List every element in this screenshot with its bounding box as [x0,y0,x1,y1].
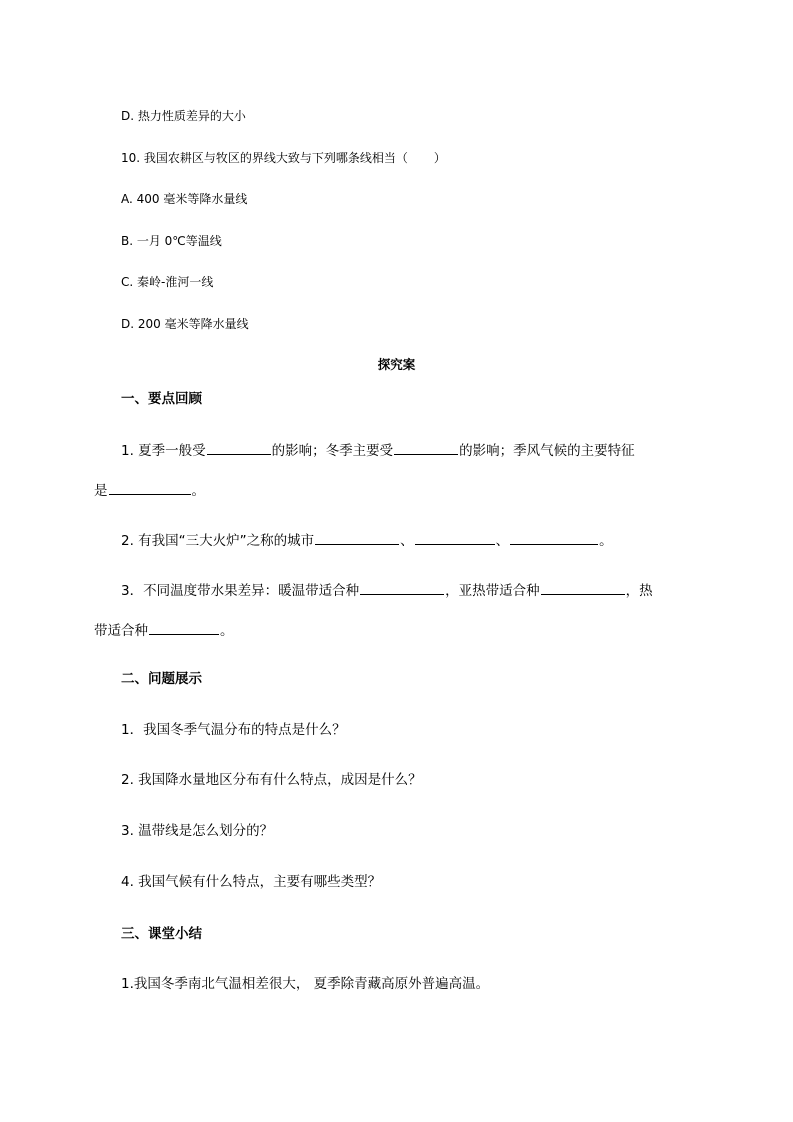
problem-item: 2. 我国降水量地区分布有什么特点，成因是什么？ [121,772,422,788]
review-item-2-end: 。 [599,533,613,549]
fill-blank[interactable] [109,480,191,495]
problem-item: 1．我国冬季气温分布的特点是什么？ [121,722,346,738]
fill-blank[interactable] [207,440,271,455]
review-item-3-line-1 [121,580,653,601]
question-10 [121,148,446,168]
summary-item: 1.我国冬季南北气温相差很大， 夏季除青藏高原外普遍高温。 [121,976,490,992]
fill-blank[interactable] [394,440,458,455]
problems-heading: 二、问题展示 [121,671,202,687]
summary-heading: 三、课堂小结 [121,926,202,942]
fill-blank[interactable] [149,620,219,635]
review-item-1-text-e: 。 [191,483,205,499]
review-item-1-text-a: 1. 夏季一般受 [121,443,206,459]
review-item-1-line-2 [94,480,205,501]
question-10-stem: 10. 我国农耕区与牧区的界线大致与下列哪条线相当（ [121,151,408,165]
fill-blank[interactable] [541,580,625,595]
question-10-close: ） [433,151,446,165]
review-item-3-text-d: 带适合种 [94,623,148,639]
option-b: B. 一月 0℃等温线 [121,234,222,248]
fill-blank[interactable] [360,580,444,595]
review-item-3-line-2 [94,620,234,641]
option-a: A. 400 毫米等降水量线 [121,192,248,206]
fill-blank[interactable] [510,530,598,545]
problem-item: 3. 温带线是怎么划分的？ [121,823,274,839]
review-item-3-text-c: ，热 [625,583,653,599]
review-item-3-text-e: 。 [220,623,234,639]
problem-item: 4. 我国气候有什么特点，主要有哪些类型？ [121,874,382,890]
review-item-2-sep-2: 、 [495,533,510,549]
section-title: 探究案 [377,357,416,372]
option-d-previous: D. 热力性质差异的大小 [121,109,246,123]
fill-blank[interactable] [315,530,399,545]
review-item-2-text-a: 2. 有我国“三大火炉”之称的城市 [121,533,315,549]
option-c: C. 秦岭-淮河一线 [121,275,214,289]
review-item-3-text-b: ，亚热带适合种 [445,583,540,599]
review-heading: 一、要点回顾 [121,391,202,407]
option-d: D. 200 毫米等降水量线 [121,317,249,331]
review-item-1-text-c: 的影响；季风气候的主要特征 [459,443,635,459]
review-item-1-text-d: 是 [94,483,108,499]
review-item-1-text-b: 的影响；冬季主要受 [271,443,394,459]
review-item-2-sep-1: 、 [400,533,414,549]
review-item-1-line-1 [121,440,635,461]
fill-blank[interactable] [415,530,495,545]
review-item-2 [121,530,613,551]
review-item-3-text-a: 3．不同温度带水果差异：暖温带适合种 [121,583,360,599]
